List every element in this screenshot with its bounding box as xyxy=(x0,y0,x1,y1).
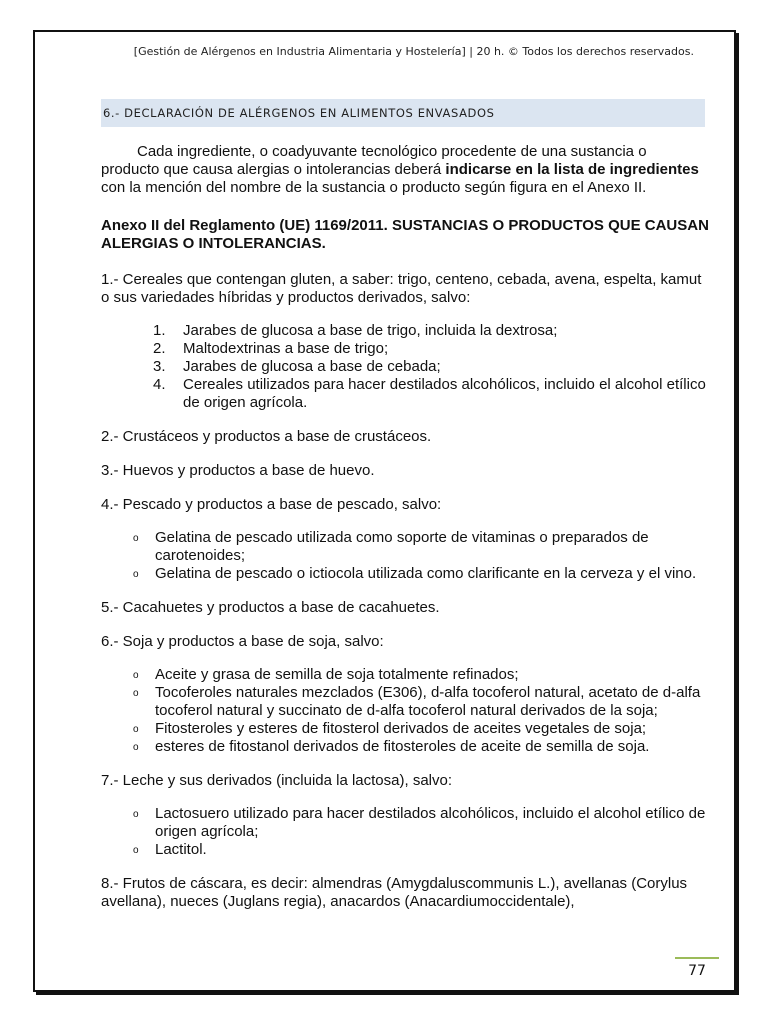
allergen-item-2: 2.- Crustáceos y productos a base de crustáceos. xyxy=(101,428,432,445)
allergen-item-7: 7.- Leche y sus derivados (incluida la lactosa), salvo: xyxy=(101,772,453,789)
list-item: o Lactosuero utilizado para hacer destilados alcohólicos, incluido el alcohol etílico de origen agrícola; xyxy=(133,805,706,840)
list-item: o Gelatina de pescado o ictiocola utilizada como clarificante en la cerveza y el vino. xyxy=(133,565,697,582)
annex-title: Anexo II del Reglamento (UE) 1169/2011. SUSTANCIAS O PRODUCTOS QUE CAUSAN ALERGIAS O INTOLERANCIAS. xyxy=(101,217,709,252)
list-item: 4. Cereales utilizados para hacer destilados alcohólicos, incluido el alcohol etílico de origen agrícola. xyxy=(153,376,706,411)
list-item: 3. Jarabes de glucosa a base de cebada; xyxy=(153,358,441,375)
list-item: o Lactitol. xyxy=(133,841,207,858)
list-item: 1. Jarabes de glucosa a base de trigo, incluida la dextrosa; xyxy=(153,322,558,339)
circle-bullet-icon: o xyxy=(133,688,139,699)
allergen-item-8: 8.- Frutos de cáscara, es decir: almendras (Amygdaluscommunis L.), avellanas (Corylus avellana), nueces (Juglans regia), anacardos (Anacardiumoccidentale), xyxy=(101,875,688,910)
intro-bold-text: indicarse en la lista de ingredientes xyxy=(445,161,699,178)
list-item: o Tocoferoles naturales mezclados (E306), d-alfa tocoferol natural, acetato de d-alfa tocoferol natural y succinato de d-alfa tocoferol natural derivados de la soja; xyxy=(133,684,701,719)
allergen-item-4: 4.- Pescado y productos a base de pescado, salvo: xyxy=(101,496,442,513)
intro-text-end: con la mención del nombre de la sustancia o producto según figura en el Anexo II. xyxy=(101,179,647,196)
intro-text-start: Cada ingrediente, o coadyuvante tecnológico procedente de una sustancia o producto que causa alergias o intolerancias deberá xyxy=(101,143,647,178)
footer-divider xyxy=(675,957,719,959)
fish-exceptions-list xyxy=(101,529,709,583)
list-item: o esteres de fitostanol derivados de fitosteroles de aceite de semilla de soja. xyxy=(133,738,650,755)
circle-bullet-icon: o xyxy=(133,533,139,544)
soy-exceptions-list xyxy=(101,666,709,756)
running-header: [Gestión de Alérgenos en Industria Alimentaria y Hostelería] | 20 h. © Todos los derechos reservados. xyxy=(133,45,694,58)
circle-bullet-icon: o xyxy=(133,742,139,753)
allergen-item-1: 1.- Cereales que contengan gluten, a saber: trigo, centeno, cebada, avena, espelta, kamut o sus variedades híbridas y productos derivados, salvo: xyxy=(101,271,702,306)
intro-paragraph xyxy=(101,143,709,197)
allergen-item-3: 3.- Huevos y productos a base de huevo. xyxy=(101,462,375,479)
list-item: 2. Maltodextrinas a base de trigo; xyxy=(153,340,389,357)
circle-bullet-icon: o xyxy=(133,845,139,856)
circle-bullet-icon: o xyxy=(133,809,139,820)
circle-bullet-icon: o xyxy=(133,670,139,681)
page-frame xyxy=(33,30,736,992)
allergen-item-5: 5.- Cacahuetes y productos a base de cacahuetes. xyxy=(101,599,440,616)
allergen-item-6: 6.- Soja y productos a base de soja, salvo: xyxy=(101,633,384,650)
list-item: o Aceite y grasa de semilla de soja totalmente refinados; xyxy=(133,666,519,683)
section-title: 6.- DECLARACIÓN DE ALÉRGENOS EN ALIMENTOS ENVASADOS xyxy=(101,99,705,127)
cereal-exceptions-list xyxy=(101,322,709,412)
list-item: o Fitosteroles y esteres de fitosterol derivados de aceites vegetales de soja; xyxy=(133,720,647,737)
milk-exceptions-list xyxy=(101,805,709,859)
circle-bullet-icon: o xyxy=(133,724,139,735)
list-item: o Gelatina de pescado utilizada como soporte de vitaminas o preparados de carotenoides; xyxy=(133,529,649,564)
document-body xyxy=(101,143,709,927)
circle-bullet-icon: o xyxy=(133,569,139,580)
page-number: 77 xyxy=(688,963,706,979)
